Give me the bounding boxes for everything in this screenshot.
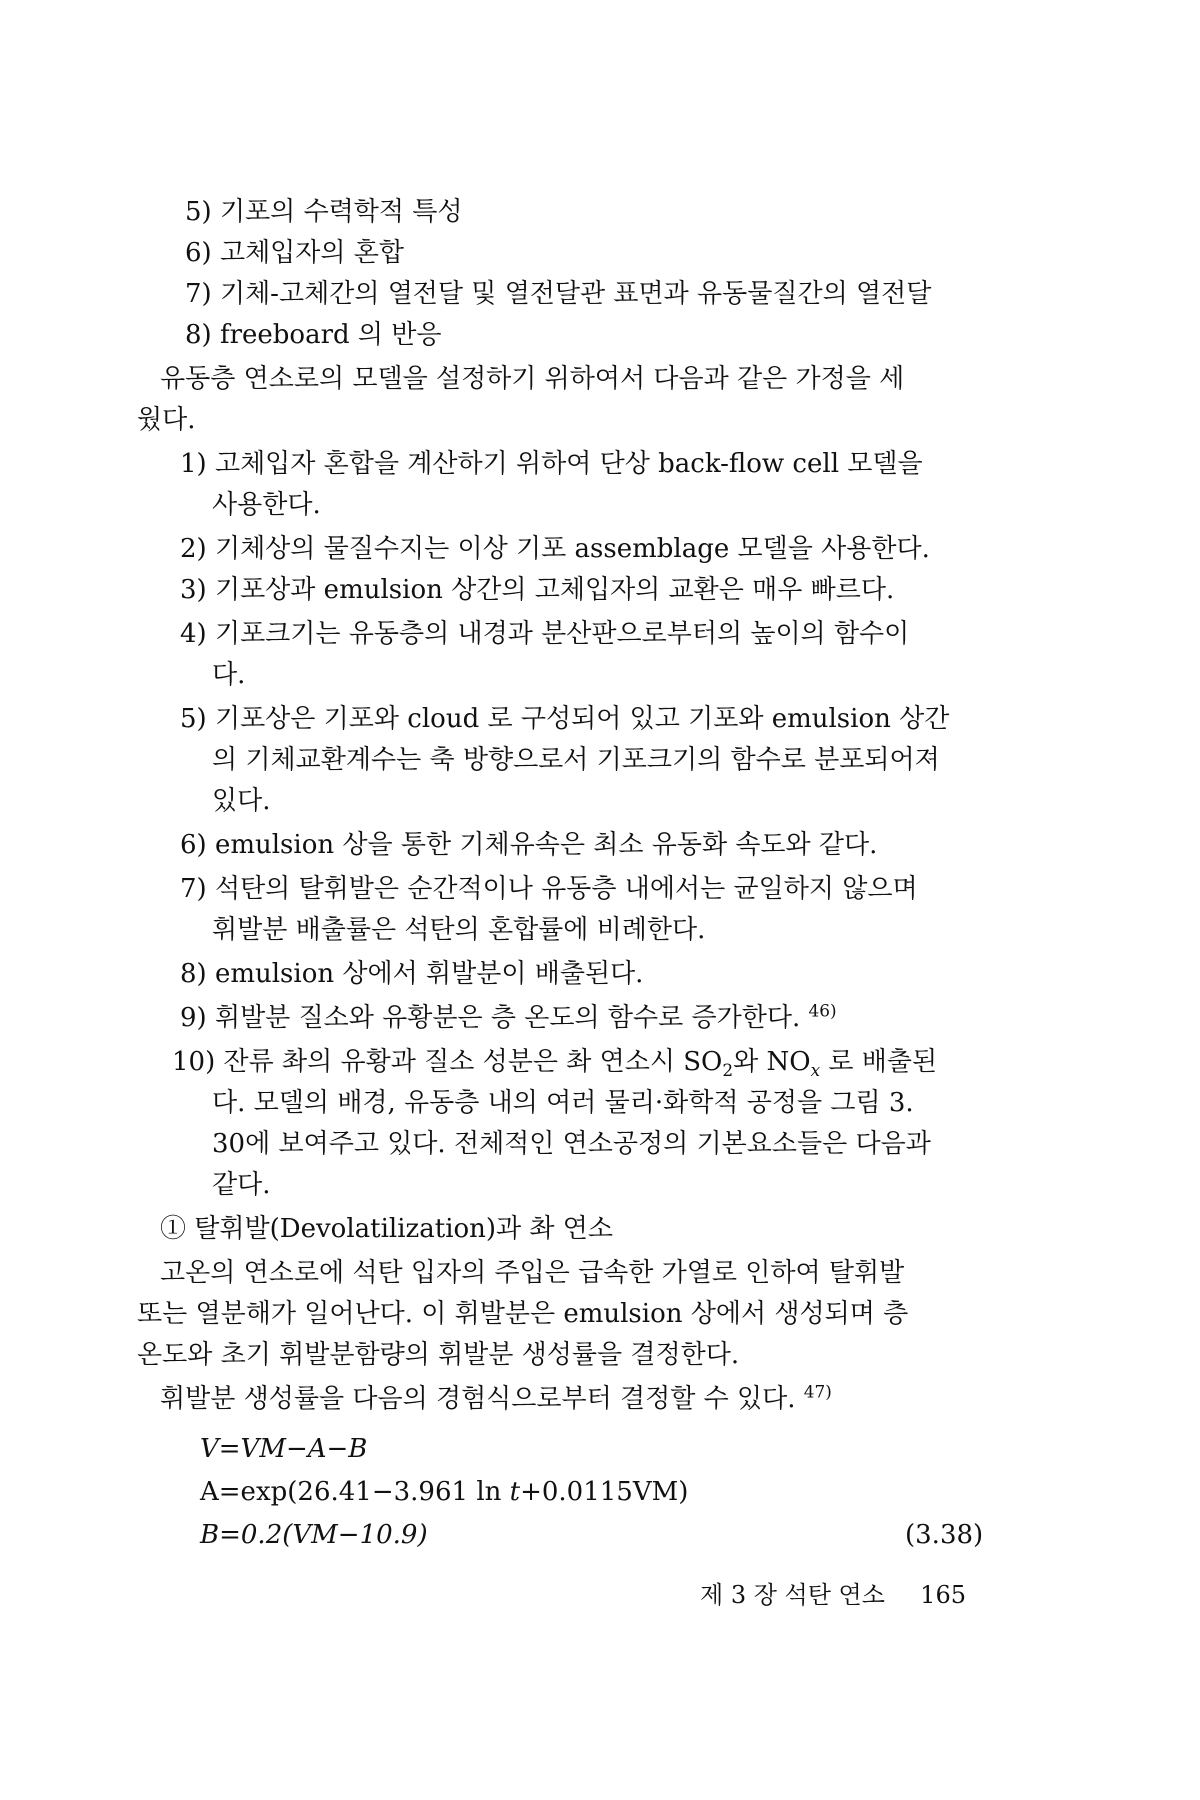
text-line: 7) 기체-고체간의 열전달 및 열전달관 표면과 유동물질간의 열전달 [185,279,932,309]
text-line: 4) 기포크기는 유동층의 내경과 분산판으로부터의 높이의 함수이 [180,619,910,649]
text-line: 사용한다. [212,490,321,520]
text-line: 6) 고체입자의 혼합 [185,238,405,268]
section-heading: ① 탈휘발(Devolatilization)과 촤 연소 [160,1214,614,1244]
text-span: 로 배출된 [828,1047,938,1077]
text-line: 6) emulsion 상을 통한 기체유속은 최소 유동화 속도와 같다. [180,830,878,860]
page-footer [700,1580,1000,1610]
text-line [160,1382,832,1416]
text-line: 7) 석탄의 탈휘발은 순간적이나 유동층 내에서는 균일하지 않으며 [180,874,918,904]
equation-a: A=exp(26.41−3.961 ln t+0.0115VM) [200,1477,689,1507]
text-line: 다. [212,660,246,690]
text-line: 또는 열분해가 일어난다. 이 휘발분은 emulsion 상에서 생성되며 층 [137,1299,909,1329]
text-line [180,1001,837,1035]
text-span: 와 [733,1047,759,1077]
text-line: 같다. [212,1170,271,1200]
chemical-formula-nox: $NO_x$ [766,1047,821,1081]
text-line: 5) 기포의 수력학적 특성 [185,197,463,227]
text-line: 30에 보여주고 있다. 전체적인 연소공정의 기본요소들은 다음과 [212,1129,931,1159]
reference-marker: 47) [803,1381,832,1402]
text-line: 1) 고체입자 혼합을 계산하기 위하여 단상 back-flow cell 모델을 [180,449,923,479]
text-span: 9) 휘발분 질소와 유황분은 층 온도의 함수로 증가한다. [180,1003,801,1033]
equation-v: V=VM−A−B [200,1434,368,1464]
text-line: 다. 모델의 배경, 유동층 내의 여러 물리·화학적 공정을 그림 3. [212,1088,914,1118]
equation-number: (3.38) [905,1520,984,1550]
text-line: 8) emulsion 상에서 휘발분이 배출된다. [180,959,644,989]
text-line: 8) freeboard 의 반응 [185,320,442,350]
page-number: 165 [920,1581,966,1609]
text-line: 있다. [212,786,271,816]
text-span: 10) 잔류 촤의 유황과 질소 성분은 촤 연소시 [172,1047,675,1077]
equation-b: B=0.2(VM−10.9) [200,1520,428,1550]
chemical-formula-so2: $SO_2$ [683,1047,734,1081]
text-line: 온도와 초기 휘발분함량의 휘발분 생성률을 결정한다. [137,1340,740,1370]
text-line: 3) 기포상과 emulsion 상간의 고체입자의 교환은 매우 빠르다. [180,575,895,605]
reference-marker: 46) [808,1000,837,1021]
text-line: 5) 기포상은 기포와 cloud 로 구성되어 있고 기포와 emulsion 상간 [180,704,950,734]
text-line: 의 기체교환계수는 축 방향으로서 기포크기의 함수로 분포되어져 [212,745,940,775]
text-line: 2) 기체상의 물질수지는 이상 기포 assemblage 모델을 사용한다. [180,534,930,564]
text-line: 휘발분 배출률은 석탄의 혼합률에 비례한다. [212,915,706,945]
text-line: 웠다. [137,405,196,435]
text-line [172,1045,937,1079]
text-line: 고온의 연소로에 석탄 입자의 주입은 급속한 가열로 인하여 탈휘발 [160,1258,905,1288]
text-span: 휘발분 생성률을 다음의 경험식으로부터 결정할 수 있다. [160,1384,796,1414]
chapter-title: 제 3 장 석탄 연소 [700,1581,885,1609]
text-line: 유동층 연소로의 모델을 설정하기 위하여서 다음과 같은 가정을 세 [160,364,905,394]
